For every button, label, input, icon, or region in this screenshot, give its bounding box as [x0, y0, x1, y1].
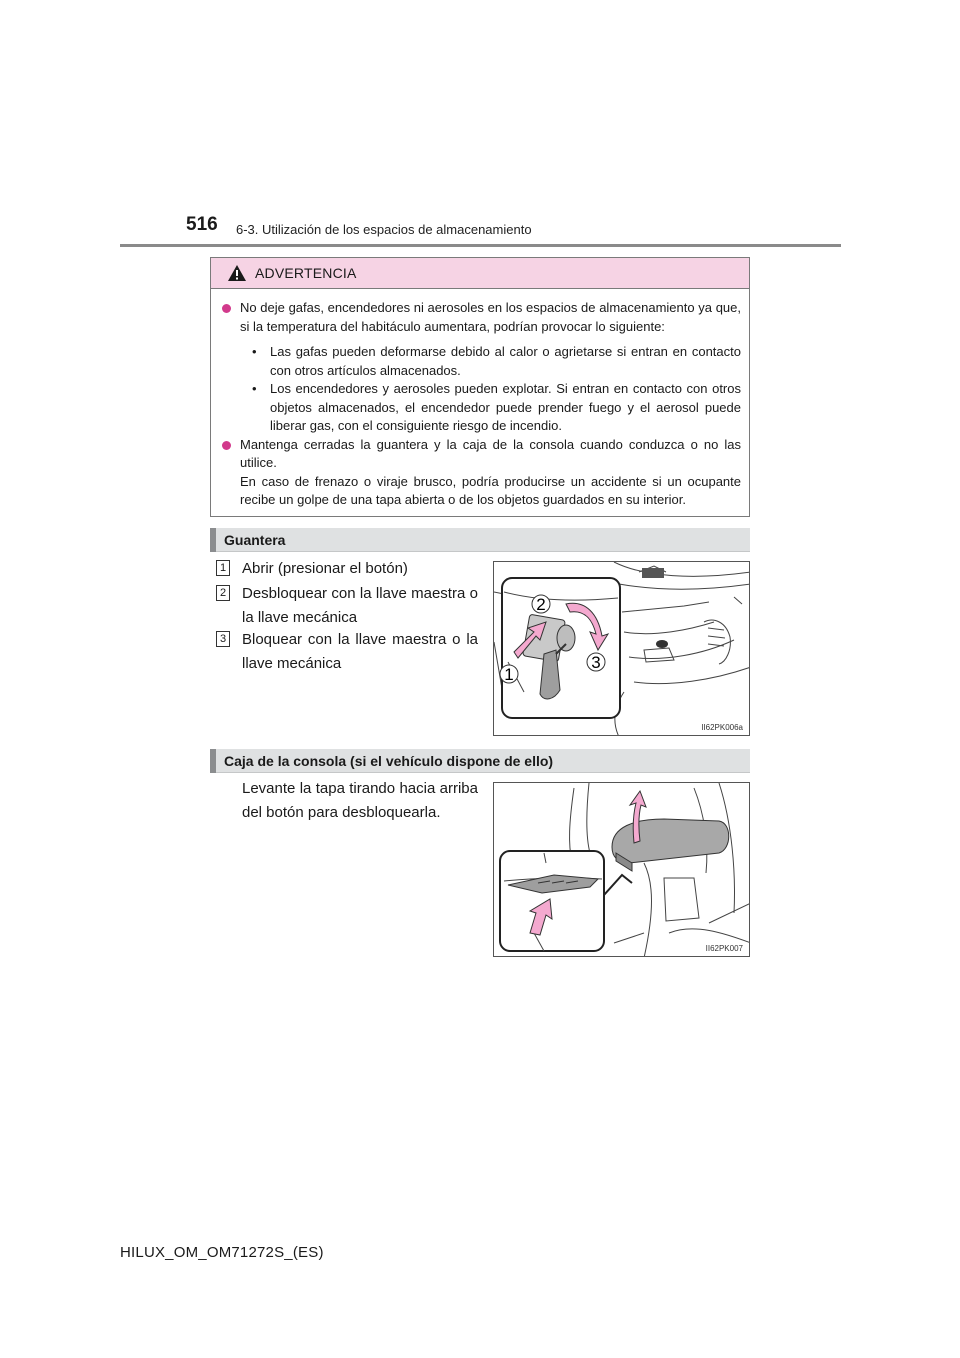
- warning-header: [211, 258, 749, 289]
- section-bar-guantera: [210, 528, 750, 552]
- console-box-illustration: [493, 782, 750, 957]
- subitem-bullet-icon: •: [252, 344, 257, 359]
- bullet-dot-icon: [222, 304, 231, 313]
- section-title: 6-3. Utilización de los espacios de almacenamiento: [236, 222, 532, 237]
- figure-code: II62PK007: [705, 944, 743, 953]
- glovebox-illustration: [493, 561, 750, 736]
- warning-item-text: No deje gafas, encendedores ni aerosoles en los espacios de almacenamiento ya que, si la temperatura del habitáculo aumentara, podrían provocar lo siguiente:: [240, 300, 741, 334]
- warning-box: [210, 257, 750, 517]
- step-text: Bloquear con la llave maestra o la llave mecánica: [242, 631, 478, 672]
- warning-title: ADVERTENCIA: [255, 265, 357, 281]
- console-drawing: [494, 783, 750, 957]
- step-number: 3: [216, 631, 230, 647]
- warning-subitem-text: Los encendedores y aerosoles pueden explotar. Si entran en contacto con otros objetos almacenados, el encendedor puede prender fuego y el aerosol puede liberar gas, con el consiguiente riesgo de incendio.: [270, 381, 741, 433]
- warning-subitem: [240, 380, 741, 436]
- step-text: Desbloquear con la llave maestra o la llave mecánica: [242, 585, 478, 626]
- warning-subitem-text: Las gafas pueden deformarse debido al calor o agrietarse si entran en contacto con otros artículos almacenados.: [270, 344, 741, 378]
- warning-item-text-2: En caso de frenazo o viraje brusco, podría producirse un accidente si un ocupante recibe un golpe de una tapa abierta o de los objetos guardados en su interior.: [240, 473, 741, 507]
- step-number: 2: [216, 585, 230, 601]
- step-item: [216, 582, 478, 630]
- bullet-dot-icon: [222, 441, 231, 450]
- step-item: [216, 628, 478, 676]
- glovebox-drawing: [494, 562, 750, 736]
- figure-callout-2: 2: [536, 595, 546, 614]
- warning-item: [219, 436, 741, 510]
- warning-item: [219, 299, 741, 336]
- page-number: 516: [186, 214, 218, 235]
- section-bar-consola: [210, 749, 750, 773]
- step-item: [216, 557, 478, 581]
- step-number: 1: [216, 560, 230, 576]
- warning-icon: [227, 264, 247, 282]
- warning-subitem: [240, 343, 741, 380]
- figure-callout-1: 1: [504, 665, 514, 684]
- warning-item-text: Mantenga cerradas la guantera y la caja de la consola cuando conduzca o no las utilice.: [240, 436, 741, 470]
- footer-document-code: HILUX_OM_OM71272S_(ES): [120, 1244, 324, 1261]
- subitem-bullet-icon: •: [252, 381, 257, 396]
- section-title-consola: Caja de la consola (si el vehículo dispone de ello): [224, 753, 554, 769]
- section-title-guantera: Guantera: [224, 532, 286, 548]
- warning-body: [211, 289, 749, 510]
- consola-instruction: Levante la tapa tirando hacia arriba del botón para desbloquearla.: [242, 780, 478, 821]
- header-rule: [120, 244, 841, 247]
- figure-code: II62PK006a: [701, 723, 743, 732]
- figure-callout-3: 3: [591, 653, 601, 672]
- step-text: Abrir (presionar el botón): [242, 560, 408, 577]
